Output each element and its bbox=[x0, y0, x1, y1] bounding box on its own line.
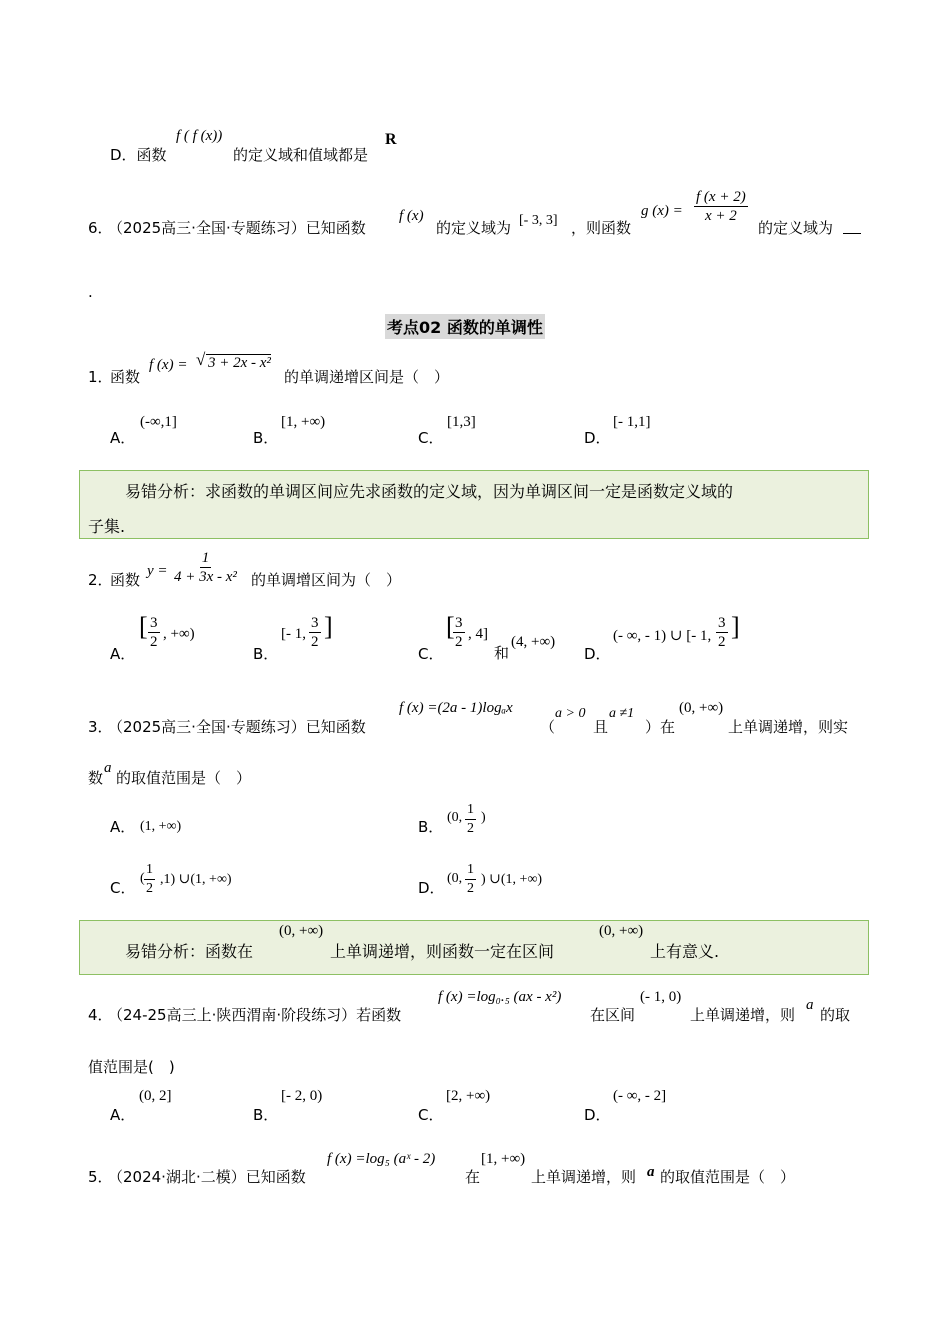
q6-source: （2025高三·全国·专题练习）已知函数 bbox=[108, 219, 366, 237]
q2-option-c-den: 2 bbox=[455, 634, 463, 650]
error-analysis-box-1 bbox=[79, 470, 869, 539]
q2-option-c-interval2: (4, +∞) bbox=[511, 634, 556, 650]
q3-option-c-num: 1 bbox=[144, 861, 155, 880]
q3-option-b-label[interactable]: B． bbox=[418, 818, 444, 836]
q3-option-d-den: 2 bbox=[467, 881, 474, 896]
q4-option-a-label[interactable]: A． bbox=[110, 1106, 136, 1124]
q6-number: 6． bbox=[88, 219, 113, 237]
q4-text1: 在区间 bbox=[590, 1006, 636, 1024]
q1-number: 1． bbox=[88, 368, 113, 386]
q2-option-a-bracket: [ bbox=[139, 612, 148, 641]
q4-option-b-value: [- 2, 0) bbox=[281, 1088, 323, 1104]
q4-function: f (x) =log₀.₅ (ax - x²) bbox=[438, 989, 562, 1005]
q3-text2b: 的取值范围是（ ） bbox=[116, 769, 252, 787]
q2-numerator: 1 bbox=[201, 550, 210, 566]
q2-option-d-label[interactable]: D． bbox=[584, 645, 611, 663]
q3-function: f (x) =(2a - 1)logₐx bbox=[399, 700, 513, 716]
q6-g-lhs: g (x) = bbox=[641, 203, 683, 219]
q6-g-numerator: f (x + 2) bbox=[696, 189, 746, 205]
q3-cond1: a > 0 bbox=[555, 706, 586, 721]
q3-option-b-den: 2 bbox=[467, 821, 474, 836]
prev-option-d-R: R bbox=[385, 131, 397, 148]
q5-text2: 上单调递增，则 bbox=[531, 1168, 637, 1186]
error-analysis-box-2 bbox=[79, 920, 869, 975]
q2-text2: 的单调增区间为（ ） bbox=[251, 571, 402, 589]
box2-text1: 易错分析：函数在 bbox=[125, 942, 254, 961]
q2-y-lhs: y = bbox=[147, 563, 168, 579]
q3-option-a-value: (1, +∞) bbox=[140, 819, 182, 834]
q4-option-d-value: (- ∞, - 2] bbox=[613, 1088, 667, 1104]
box1-line2: 子集. bbox=[88, 517, 126, 536]
q1-sqrt-sign: √ bbox=[196, 350, 206, 369]
q2-option-b-label[interactable]: B． bbox=[253, 645, 279, 663]
q2-option-a-rest: , +∞) bbox=[163, 626, 195, 642]
q3-option-d-label[interactable]: D． bbox=[418, 879, 445, 897]
box2-interval1: (0, +∞) bbox=[279, 923, 324, 939]
q3-cond-and: 且 bbox=[593, 718, 609, 736]
q5-function: f (x) =log₅ (aˣ - 2) bbox=[327, 1151, 436, 1167]
q6-answer-blank bbox=[843, 219, 861, 238]
q6-text1: 的定义域为 bbox=[436, 219, 512, 237]
q5-number: 5． bbox=[88, 1168, 113, 1186]
q4-option-b-label[interactable]: B． bbox=[253, 1106, 279, 1124]
q4-option-c-label[interactable]: C． bbox=[418, 1106, 444, 1124]
q2-option-a-label[interactable]: A． bbox=[110, 645, 136, 663]
q3-option-c-den: 2 bbox=[146, 881, 153, 896]
q2-option-b-bracket: ] bbox=[324, 612, 333, 641]
q2-option-c-fraction bbox=[453, 614, 465, 651]
prev-option-d-math: f ( f (x)) bbox=[176, 128, 223, 144]
q3-text1: 上单调递增，则实 bbox=[728, 718, 849, 736]
q3-option-d-fraction bbox=[465, 861, 476, 898]
q3-text2a: 数 bbox=[88, 769, 104, 787]
q4-interval: (- 1, 0) bbox=[640, 989, 682, 1005]
q2-text1: 函数 bbox=[110, 571, 141, 589]
q1-option-d-value: [- 1,1] bbox=[613, 414, 651, 430]
q5-var-a: a bbox=[647, 1164, 655, 1180]
q1-text2: 的单调递增区间是（ ） bbox=[284, 368, 450, 386]
q1-radicand: 3 + 2x - x² bbox=[208, 355, 271, 371]
q3-option-d-pre: (0, bbox=[447, 871, 463, 886]
q1-option-c-label[interactable]: C． bbox=[418, 429, 444, 447]
q5-interval: [1, +∞) bbox=[481, 1151, 526, 1167]
q6-domain: [- 3, 3] bbox=[519, 213, 558, 228]
q4-source: （24-25高三上·陕西渭南·阶段练习）若函数 bbox=[108, 1006, 402, 1024]
q2-option-b-num: 3 bbox=[311, 615, 319, 631]
q4-option-a-value: (0, 2] bbox=[139, 1088, 172, 1104]
q6-g-fraction bbox=[694, 188, 748, 225]
q3-option-d-post: ) ∪(1, +∞) bbox=[481, 872, 543, 887]
q4-var-a: a bbox=[806, 997, 814, 1013]
q1-option-d-label[interactable]: D． bbox=[584, 429, 611, 447]
q6-g-denominator: x + 2 bbox=[704, 208, 737, 224]
q2-option-a-fraction bbox=[148, 614, 160, 651]
q2-denominator: 4 + 3x - x² bbox=[174, 569, 237, 585]
q2-option-c-num: 3 bbox=[455, 615, 463, 631]
q3-interval: (0, +∞) bbox=[679, 700, 724, 716]
q4-number: 4． bbox=[88, 1006, 113, 1024]
q2-option-d-fraction bbox=[716, 614, 728, 651]
q2-option-d-pre: (- ∞, - 1) ∪ [- 1, bbox=[613, 628, 712, 644]
q2-option-b-den: 2 bbox=[311, 634, 319, 650]
q3-source: （2025高三·全国·专题练习）已知函数 bbox=[108, 718, 366, 736]
q2-option-a-num: 3 bbox=[150, 615, 158, 631]
q6-text3: 的定义域为 bbox=[758, 219, 834, 237]
q5-source: （2024·湖北·二模）已知函数 bbox=[108, 1168, 306, 1186]
q4-text2: 上单调递增，则 bbox=[690, 1006, 796, 1024]
q4-text4: 值范围是( ) bbox=[88, 1058, 175, 1076]
box1-line1: 易错分析：求函数的单调区间应先求函数的定义域，因为单调区间一定是函数定义域的 bbox=[125, 482, 734, 501]
q3-cond2: a ≠1 bbox=[609, 706, 635, 721]
q3-option-c-post: ,1) ∪(1, +∞) bbox=[160, 872, 232, 887]
q5-text1: 在 bbox=[465, 1168, 481, 1186]
q3-option-c-fraction bbox=[144, 861, 155, 898]
q3-option-b-num: 1 bbox=[465, 801, 476, 820]
q2-fraction bbox=[172, 549, 239, 586]
q1-f-lhs: f (x) = bbox=[149, 357, 188, 373]
box2-text2: 上单调递增，则函数一定在区间 bbox=[330, 942, 555, 961]
q2-option-d-num: 3 bbox=[718, 615, 726, 631]
q1-option-a-value: (-∞,1] bbox=[140, 414, 177, 430]
q2-option-b-fraction bbox=[309, 614, 321, 651]
q3-cond-close: ）在 bbox=[645, 718, 676, 736]
q3-option-b-fraction bbox=[465, 801, 476, 838]
q3-option-b-post: ) bbox=[481, 810, 486, 825]
q6-dot: . bbox=[88, 283, 93, 301]
q2-option-d-bracket: ] bbox=[731, 612, 740, 641]
q2-option-c-rest: , 4] bbox=[468, 626, 488, 642]
prev-option-d-text: 的定义域和值域都是 bbox=[233, 146, 369, 164]
q3-option-d-num: 1 bbox=[465, 861, 476, 880]
q1-option-b-value: [1, +∞) bbox=[281, 414, 326, 430]
q3-option-c-pre: ( bbox=[140, 871, 145, 886]
q1-option-a-label[interactable]: A． bbox=[110, 429, 136, 447]
q3-option-b-pre: (0, bbox=[447, 810, 463, 825]
q1-option-b-label[interactable]: B． bbox=[253, 429, 279, 447]
q3-var-a: a bbox=[104, 760, 112, 776]
q1-text1: 函数 bbox=[110, 368, 141, 386]
box2-interval2: (0, +∞) bbox=[599, 923, 644, 939]
q1-option-c-value: [1,3] bbox=[447, 414, 476, 430]
q2-option-c-bracket: [ bbox=[446, 612, 455, 641]
prev-option-d-label: D．函数 bbox=[110, 146, 167, 164]
box2-text3: 上有意义. bbox=[650, 942, 720, 961]
q4-option-d-label[interactable]: D． bbox=[584, 1106, 611, 1124]
q2-option-c-and: 和 bbox=[494, 644, 510, 662]
q4-text3: 的取 bbox=[820, 1006, 851, 1024]
q2-number: 2． bbox=[88, 571, 113, 589]
q5-text3: 的取值范围是（ ） bbox=[660, 1168, 796, 1186]
q4-option-c-value: [2, +∞) bbox=[446, 1088, 491, 1104]
q6-text2: ，则函数 bbox=[571, 219, 632, 237]
q3-option-a-label[interactable]: A． bbox=[110, 818, 136, 836]
q3-option-c-label[interactable]: C． bbox=[110, 879, 136, 897]
q2-option-d-den: 2 bbox=[718, 634, 726, 650]
q2-option-b-pre: [- 1, bbox=[281, 626, 306, 642]
q2-option-c-label[interactable]: C． bbox=[418, 645, 444, 663]
section-title: 考点02 函数的单调性 bbox=[385, 314, 545, 339]
q3-cond-open: （ bbox=[540, 718, 556, 736]
q2-option-a-den: 2 bbox=[150, 634, 158, 650]
q6-f: f (x) bbox=[399, 208, 424, 224]
q3-number: 3． bbox=[88, 718, 113, 736]
